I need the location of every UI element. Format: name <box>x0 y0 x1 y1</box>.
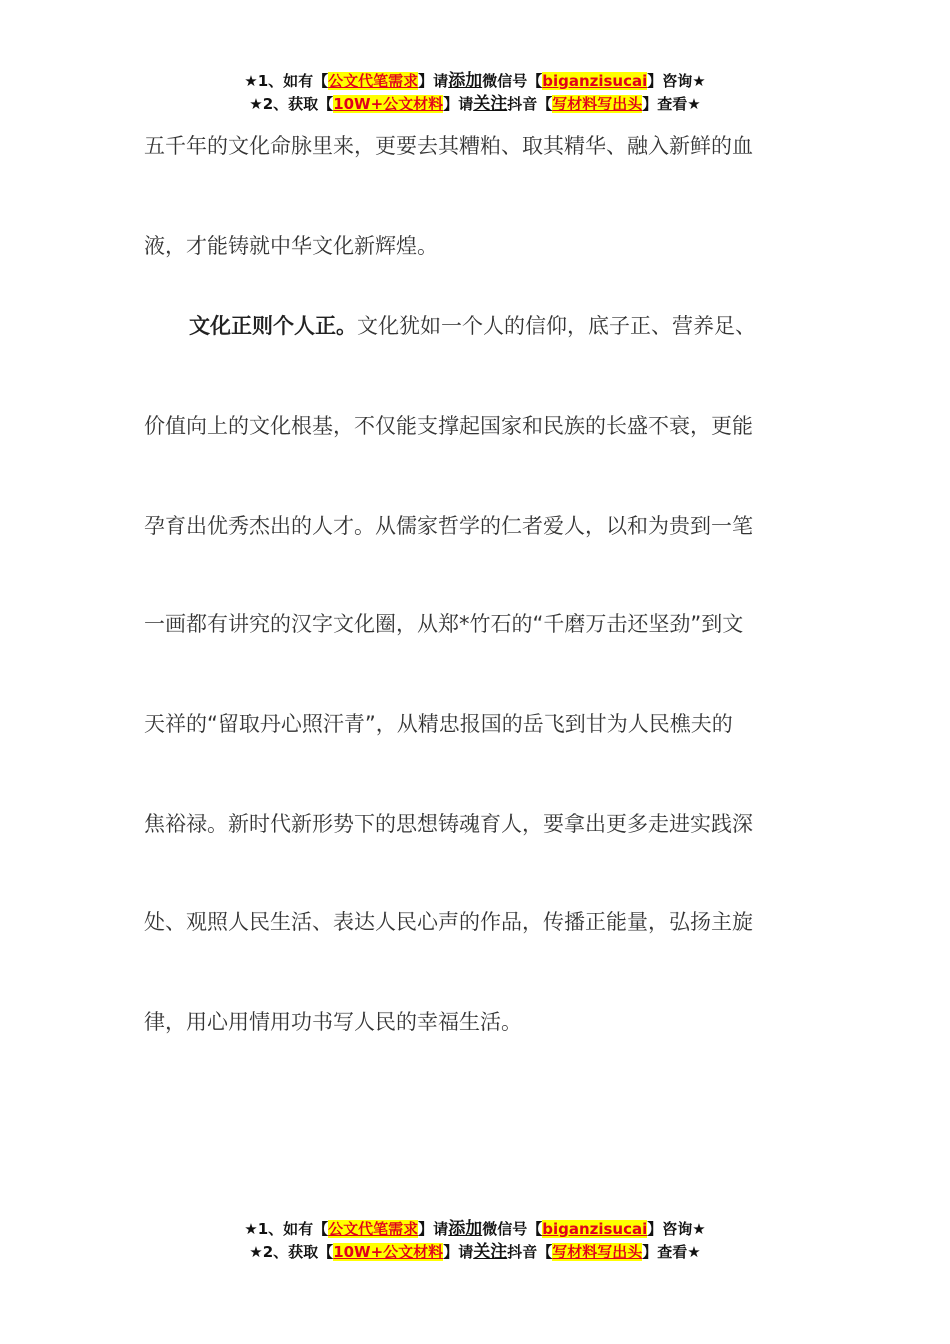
body-line-4: 价值向上的文化根基，不仅能支撑起国家和民族的长盛不衰，更能 <box>144 414 753 438</box>
body-line-5: 孕育出优秀杰出的人才。从儒家哲学的仁者爱人，以和为贵到一笔 <box>144 514 753 538</box>
body-line-9: 处、观照人民生活、表达人民心声的作品，传播正能量，弘扬主旋 <box>144 910 753 934</box>
header-banner <box>0 70 950 116</box>
douyin-highlight: 写材料写出头 <box>552 1243 643 1261</box>
body-line-1: 五千年的文化命脉里来，更要去其糟粕、取其精华、融入新鲜的血 <box>144 134 753 158</box>
footer-banner <box>0 1218 950 1264</box>
wechat-id-highlight: biganzisucai <box>542 1220 648 1238</box>
paragraph-heading: 文化正则个人正。 <box>189 314 357 338</box>
banner-line-2: ★2、获取【10W+公文材料】请关注抖音【写材料写出头】查看★ <box>249 94 701 114</box>
douyin-highlight: 写材料写出头 <box>552 95 643 113</box>
wechat-id-highlight: biganzisucai <box>542 72 648 90</box>
materials-highlight: 10W+公文材料 <box>333 95 444 113</box>
banner-line-1: ★1、如有【公文代笔需求】请添加微信号【biganzisucai】咨询★ <box>244 71 706 91</box>
body-line-2: 液，才能铸就中华文化新辉煌。 <box>144 234 438 258</box>
body-line-8: 焦裕禄。新时代新形势下的思想铸魂育人，要拿出更多走进实践深 <box>144 812 753 836</box>
body-line-10: 律，用心用情用功书写人民的幸福生活。 <box>144 1010 522 1034</box>
service-highlight: 公文代笔需求 <box>328 1220 419 1238</box>
paragraph-heading-line: 文化正则个人正。文化犹如一个人的信仰，底子正、营养足、 <box>189 314 756 338</box>
footer-line-2: ★2、获取【10W+公文材料】请关注抖音【写材料写出头】查看★ <box>249 1242 701 1262</box>
body-line-7: 天祥的“留取丹心照汗青”，从精忠报国的岳飞到甘为人民樵夫的 <box>144 712 733 736</box>
footer-line-1: ★1、如有【公文代笔需求】请添加微信号【biganzisucai】咨询★ <box>244 1219 706 1239</box>
service-highlight: 公文代笔需求 <box>328 72 419 90</box>
body-line-6: 一画都有讲究的汉字文化圈，从郑*竹石的“千磨万击还坚劲”到文 <box>144 612 744 636</box>
materials-highlight: 10W+公文材料 <box>333 1243 444 1261</box>
